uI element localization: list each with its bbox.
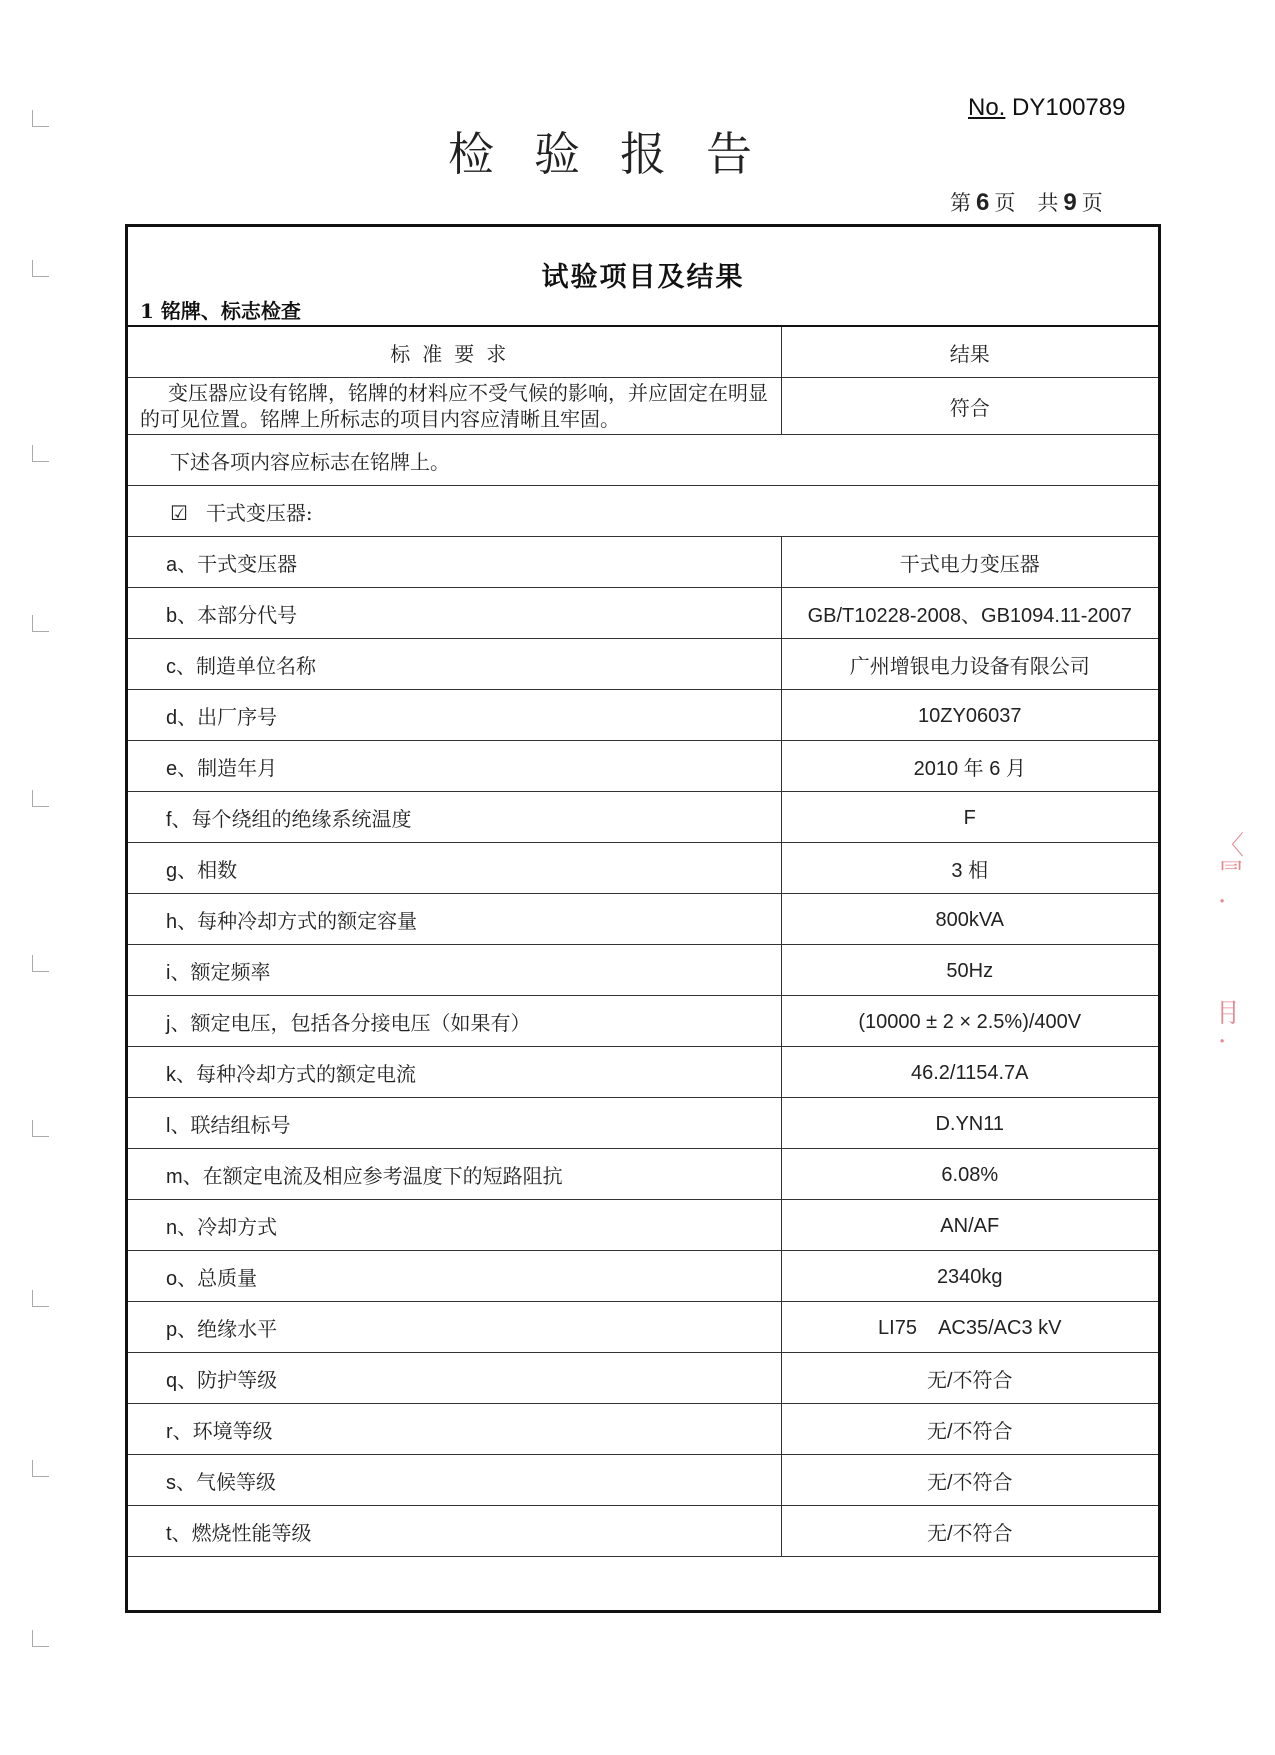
page-total: 9	[1063, 189, 1077, 216]
table-row	[128, 996, 1158, 1047]
item-label: 相数	[197, 857, 238, 882]
item-value: 10ZY06037	[918, 704, 1022, 727]
page-middle: 页	[994, 191, 1016, 215]
requirement-cell	[128, 792, 781, 843]
result-cell	[781, 1455, 1158, 1506]
item-value: 广州增银电力设备有限公司	[849, 655, 1090, 678]
table-row	[128, 690, 1158, 741]
result-cell	[781, 792, 1158, 843]
table-row	[128, 1404, 1158, 1455]
requirement-cell	[128, 1404, 781, 1455]
item-value: 2340kg	[936, 1265, 1003, 1288]
item-value: F	[963, 806, 976, 829]
margin-mark	[32, 615, 49, 632]
result-cell	[781, 1506, 1158, 1557]
result-cell	[781, 1098, 1158, 1149]
requirement-cell	[128, 690, 781, 741]
result-cell	[781, 1302, 1158, 1353]
item-label: 燃烧性能等级	[191, 1520, 312, 1545]
table-row	[128, 1353, 1158, 1404]
requirement-cell	[128, 741, 781, 792]
report-number	[968, 94, 1125, 122]
item-label: 冷却方式	[197, 1214, 278, 1239]
table-row	[128, 1506, 1158, 1557]
requirement-cell	[128, 894, 781, 945]
result-cell	[781, 1404, 1158, 1455]
item-value: (10000 ± 2 × 2.5%)/400V	[858, 1010, 1082, 1033]
report-frame	[125, 224, 1161, 1613]
result-cell	[781, 843, 1158, 894]
item-value: 46.2/1154.7A	[910, 1061, 1029, 1084]
item-key: q、	[166, 1369, 198, 1392]
item-value: D.YN11	[935, 1112, 1005, 1135]
page-prefix: 第	[950, 191, 971, 215]
intro-result: 符合	[781, 378, 1158, 435]
item-label: 环境等级	[192, 1418, 273, 1443]
result-cell	[781, 690, 1158, 741]
requirement-cell	[128, 1149, 781, 1200]
intro-row	[128, 378, 1158, 435]
requirement-cell	[128, 945, 781, 996]
result-cell	[781, 741, 1158, 792]
report-number-value: DY100789	[1005, 94, 1126, 121]
item-key: f、	[166, 808, 192, 831]
margin-mark	[32, 955, 49, 972]
section-subtitle: 1 铭牌、标志检查	[140, 299, 301, 323]
item-label: 制造单位名称	[196, 653, 316, 678]
result-cell	[781, 1353, 1158, 1404]
table-row	[128, 741, 1158, 792]
requirement-cell	[128, 639, 781, 690]
item-value: AN/AF	[940, 1214, 1000, 1237]
item-value: 3 相	[951, 859, 989, 882]
item-key: n、	[166, 1216, 198, 1239]
results-table	[128, 327, 1158, 1605]
result-cell	[781, 1149, 1158, 1200]
header-requirement: 标准要求	[128, 327, 781, 378]
result-cell	[781, 996, 1158, 1047]
item-label: 联结组标号	[190, 1112, 291, 1137]
report-number-prefix: No.	[968, 94, 1006, 121]
note-row	[128, 435, 1158, 486]
result-cell	[781, 1251, 1158, 1302]
section-title: 试验项目及结果	[541, 262, 745, 293]
margin-mark	[32, 445, 49, 462]
item-label: 干式变压器	[197, 551, 298, 576]
requirement-cell	[128, 1251, 781, 1302]
item-key: i、	[166, 961, 191, 984]
requirement-cell	[128, 1302, 781, 1353]
item-key: h、	[166, 910, 198, 933]
requirement-cell	[128, 996, 781, 1047]
margin-mark	[32, 790, 49, 807]
category-cell	[128, 486, 1158, 537]
margin-mark	[32, 1290, 49, 1307]
table-row	[128, 1455, 1158, 1506]
checkbox-checked-icon: ☑	[170, 500, 188, 525]
item-key: j、	[166, 1012, 191, 1035]
table-row	[128, 639, 1158, 690]
item-value: 干式电力变压器	[899, 553, 1040, 576]
intro-requirement: 变压器应设有铭牌，铭牌的材料应不受气候的影响，并应固定在明显的可见位置。铭牌上所标志的项目内容应清晰且牢固。	[128, 378, 781, 435]
section-header	[128, 227, 1158, 327]
page-current: 6	[976, 189, 990, 216]
page-info	[950, 187, 1103, 217]
table-row	[128, 1149, 1158, 1200]
seal-stamp-fragment: ⺝ ·	[1218, 999, 1245, 1057]
item-key: t、	[166, 1522, 192, 1545]
item-value: 50Hz	[946, 959, 994, 982]
empty-cell	[128, 1557, 1158, 1606]
item-key: k、	[166, 1063, 196, 1086]
requirement-cell	[128, 588, 781, 639]
seal-stamp-fragment: 〈 ⺜ ·	[1218, 831, 1245, 917]
table-row	[128, 792, 1158, 843]
item-key: g、	[166, 859, 198, 882]
margin-mark	[32, 110, 49, 127]
note-text: 下述各项内容应标志在铭牌上。	[128, 435, 1158, 486]
report-title: 检验报告	[448, 127, 792, 181]
item-label: 制造年月	[197, 755, 278, 780]
table-row	[128, 1047, 1158, 1098]
table-row	[128, 1098, 1158, 1149]
requirement-cell	[128, 1455, 781, 1506]
table-header-row	[128, 327, 1158, 378]
item-key: s、	[166, 1471, 196, 1494]
item-key: p、	[166, 1318, 198, 1341]
item-value: GB/T10228-2008、GB1094.11-2007	[807, 604, 1132, 627]
requirement-cell	[128, 1200, 781, 1251]
item-label: 气候等级	[196, 1469, 276, 1494]
requirement-cell	[128, 1098, 781, 1149]
item-value: 无/不符合	[926, 1522, 1013, 1545]
result-cell	[781, 1047, 1158, 1098]
table-row	[128, 537, 1158, 588]
margin-mark	[32, 1630, 49, 1647]
item-value: LI75 AC35/AC3 kV	[878, 1316, 1062, 1339]
result-cell	[781, 639, 1158, 690]
result-cell	[781, 945, 1158, 996]
item-value: 2010 年 6 月	[913, 757, 1026, 780]
item-key: e、	[166, 757, 198, 780]
item-value: 800kVA	[935, 908, 1005, 931]
margin-mark	[32, 1120, 49, 1137]
result-cell	[781, 1200, 1158, 1251]
item-key: b、	[166, 604, 198, 627]
table-row	[128, 588, 1158, 639]
item-label: 总质量	[197, 1265, 258, 1290]
item-value: 无/不符合	[926, 1471, 1013, 1494]
result-cell	[781, 894, 1158, 945]
item-value: 6.08%	[941, 1163, 999, 1186]
page-total-prefix: 共	[1037, 191, 1059, 215]
item-label: 防护等级	[197, 1367, 278, 1392]
requirement-cell	[128, 537, 781, 588]
table-row-empty	[128, 1557, 1158, 1606]
item-value: 无/不符合	[926, 1369, 1013, 1392]
requirement-cell	[128, 843, 781, 894]
margin-mark	[32, 260, 49, 277]
margin-mark	[32, 1460, 49, 1477]
requirement-cell	[128, 1353, 781, 1404]
item-label: 额定频率	[190, 959, 271, 984]
item-value: 无/不符合	[926, 1420, 1013, 1443]
requirement-cell	[128, 1506, 781, 1557]
header-result: 结果	[781, 327, 1158, 378]
table-row	[128, 894, 1158, 945]
item-label: 本部分代号	[197, 602, 298, 627]
table-row	[128, 843, 1158, 894]
item-key: c、	[166, 655, 196, 678]
item-label: 每个绕组的绝缘系统温度	[191, 806, 412, 831]
category-row	[128, 486, 1158, 537]
item-label: 绝缘水平	[197, 1316, 278, 1341]
item-label: 在额定电流及相应参考温度下的短路阻抗	[202, 1163, 563, 1188]
page-suffix: 页	[1081, 191, 1103, 215]
item-label: 每种冷却方式的额定电流	[196, 1061, 416, 1086]
item-key: l、	[166, 1114, 191, 1137]
table-row	[128, 945, 1158, 996]
item-key: d、	[166, 706, 198, 729]
item-key: r、	[166, 1420, 193, 1443]
table-row	[128, 1200, 1158, 1251]
item-key: o、	[166, 1267, 198, 1290]
result-cell	[781, 588, 1158, 639]
result-cell	[781, 537, 1158, 588]
requirement-cell	[128, 1047, 781, 1098]
category-label: 干式变压器:	[205, 500, 313, 525]
item-label: 每种冷却方式的额定容量	[197, 908, 418, 933]
item-key: m、	[166, 1165, 203, 1188]
item-label: 出厂序号	[197, 704, 278, 729]
table-row	[128, 1302, 1158, 1353]
item-key: a、	[166, 553, 198, 576]
table-row	[128, 1251, 1158, 1302]
item-label: 额定电压，包括各分接电压（如果有）	[190, 1010, 531, 1035]
